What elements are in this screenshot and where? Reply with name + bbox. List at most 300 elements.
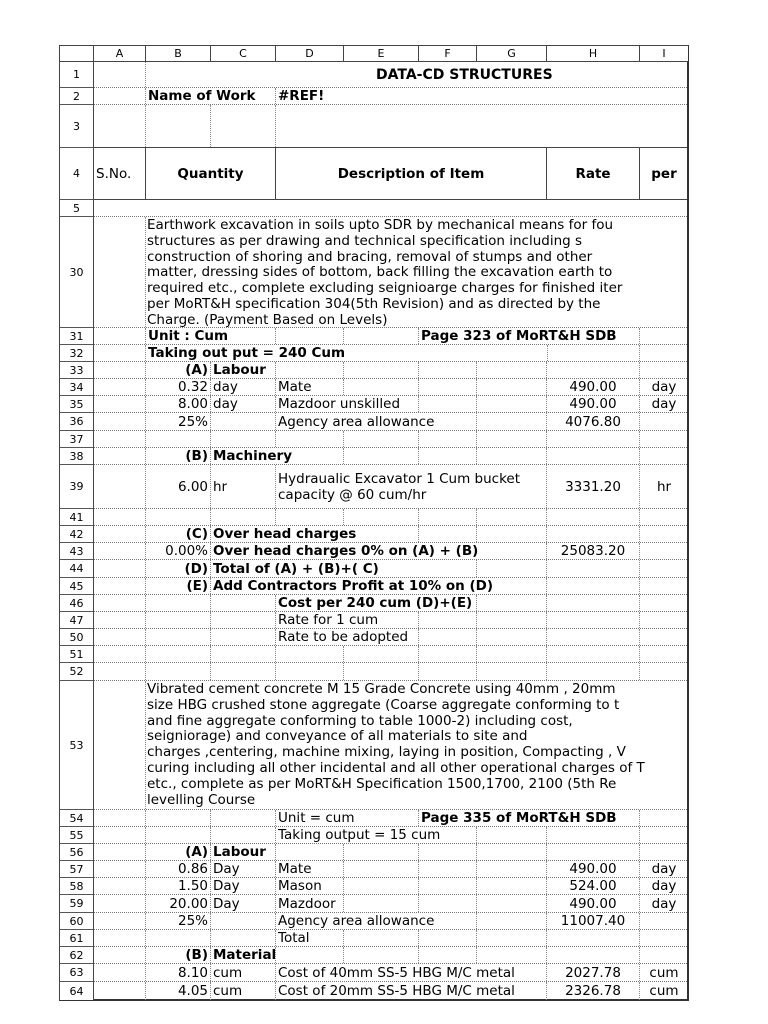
cell-a64[interactable] bbox=[94, 982, 146, 1000]
table-row bbox=[94, 895, 687, 913]
cell-c47[interactable] bbox=[211, 612, 276, 628]
cell-a34[interactable] bbox=[94, 379, 146, 395]
item2-page-ref[interactable]: Page 335 of MoRT&H SDB bbox=[419, 810, 640, 826]
qty[interactable]: 0.32 bbox=[146, 379, 211, 395]
cell-b37[interactable] bbox=[146, 431, 211, 447]
header-rate[interactable]: Rate bbox=[547, 148, 640, 199]
name-of-work-label[interactable]: Name of Work bbox=[146, 88, 276, 104]
cell-a1[interactable] bbox=[94, 62, 146, 87]
unit[interactable]: cum bbox=[211, 982, 276, 1000]
unit[interactable]: day bbox=[211, 396, 276, 412]
cell-c37[interactable] bbox=[211, 431, 276, 447]
sheet-row-44 bbox=[94, 560, 687, 578]
cell-d33[interactable] bbox=[276, 362, 344, 378]
row-header[interactable]: 42 bbox=[60, 526, 94, 543]
item1-machinery-label[interactable]: Machinery bbox=[211, 448, 344, 464]
row-header[interactable]: 4 bbox=[60, 148, 94, 200]
cell-f57[interactable] bbox=[419, 861, 477, 877]
cell-a60[interactable] bbox=[94, 913, 146, 929]
row-header[interactable]: 58 bbox=[60, 878, 94, 895]
item2-labour-tag[interactable]: (A) bbox=[146, 844, 211, 860]
per[interactable] bbox=[640, 913, 688, 929]
row-header[interactable]: 43 bbox=[60, 543, 94, 560]
sheet-row-41 bbox=[94, 509, 687, 526]
cell-a58[interactable] bbox=[94, 878, 146, 894]
rate[interactable]: 490.00 bbox=[547, 379, 640, 395]
cell-d51[interactable] bbox=[276, 646, 344, 662]
row-header[interactable]: 50 bbox=[60, 629, 94, 646]
table-row bbox=[94, 396, 687, 413]
cell-g52[interactable] bbox=[477, 663, 547, 680]
cell-f35[interactable] bbox=[419, 396, 477, 412]
cell-g35[interactable] bbox=[477, 396, 547, 412]
row-header[interactable]: 62 bbox=[60, 947, 94, 964]
per[interactable]: hr bbox=[656, 478, 672, 495]
cell-g57[interactable] bbox=[477, 861, 547, 877]
row-header[interactable]: 56 bbox=[60, 844, 94, 861]
cell-a43[interactable] bbox=[94, 543, 146, 559]
row-header[interactable]: 30 bbox=[60, 217, 94, 328]
cell-h47[interactable] bbox=[547, 612, 640, 628]
cell-g41[interactable] bbox=[477, 509, 547, 525]
cell-g42[interactable] bbox=[477, 526, 547, 542]
cell-a36[interactable] bbox=[94, 413, 146, 430]
qty[interactable]: 8.00 bbox=[146, 396, 211, 412]
cell-f37[interactable] bbox=[419, 431, 477, 447]
description[interactable]: Mason bbox=[276, 878, 344, 894]
item1-overhead-label[interactable]: Over head charges bbox=[211, 526, 419, 542]
col-header-c[interactable]: C bbox=[211, 46, 276, 62]
cell-h33[interactable] bbox=[547, 362, 640, 378]
cell-e52[interactable] bbox=[344, 663, 419, 680]
row-header[interactable]: 59 bbox=[60, 895, 94, 913]
item2-description[interactable]: Vibrated cement concrete M 15 Grade Concrete using 40mm , 20mm size HBG crushed stone aggregate (Coarse aggregate conforming to t and fine aggregate conforming to table 1000-2) including cost, seigniorage) and conveyance of all materials to site and charges ,centering, machine mixing, laying in position, Compacting , V curing including all other incidental and all other operational charges of T etc., complete as per MoRT&H Specification 1500,1700, 2100 (5th Re levelling Course bbox=[147, 682, 645, 808]
rate[interactable]: 490.00 bbox=[547, 396, 640, 412]
row-header[interactable]: 37 bbox=[60, 431, 94, 448]
cell-a46[interactable] bbox=[94, 595, 146, 611]
qty[interactable]: 25% bbox=[146, 413, 211, 430]
item1-rate-adopted[interactable]: Rate to be adopted bbox=[276, 629, 419, 645]
corner-select-all[interactable] bbox=[60, 46, 94, 62]
row-header[interactable]: 46 bbox=[60, 595, 94, 612]
cell-h61[interactable] bbox=[547, 930, 640, 946]
cell-f33[interactable] bbox=[419, 362, 477, 378]
cell-h62[interactable] bbox=[547, 947, 640, 963]
unit[interactable] bbox=[211, 413, 276, 430]
per[interactable]: cum bbox=[649, 983, 679, 999]
row-header[interactable]: 55 bbox=[60, 827, 94, 844]
item1-output[interactable]: Taking out put = 240 Cum bbox=[148, 345, 346, 361]
row-header[interactable]: 53 bbox=[60, 681, 94, 810]
row-header[interactable]: 34 bbox=[60, 379, 94, 396]
cell-h50[interactable] bbox=[547, 629, 640, 645]
cell-c50[interactable] bbox=[211, 629, 276, 645]
item1-total-tag[interactable]: (D) bbox=[146, 560, 211, 577]
cell-a45[interactable] bbox=[94, 578, 146, 594]
sheet-row-3 bbox=[94, 105, 687, 148]
cell-c3[interactable] bbox=[211, 105, 276, 147]
description[interactable]: Mazdoor unskilled bbox=[276, 396, 419, 412]
cell-d41[interactable] bbox=[276, 509, 344, 525]
description[interactable]: Cost of 20mm SS-5 HBG M/C metal bbox=[276, 982, 547, 1000]
cell-d31[interactable] bbox=[276, 328, 344, 344]
row-header[interactable]: 64 bbox=[60, 982, 94, 1000]
rate[interactable]: 3331.20 bbox=[547, 465, 640, 508]
cell-h51[interactable] bbox=[547, 646, 640, 662]
unit[interactable]: day bbox=[211, 379, 276, 395]
row-header[interactable]: 5 bbox=[60, 200, 94, 217]
item1-overhead-desc[interactable]: Over head charges 0% on (A) + (B) bbox=[211, 543, 547, 559]
sheet-row-43 bbox=[94, 543, 687, 560]
item2-material-tag[interactable]: (B) bbox=[146, 947, 211, 963]
sheet-row-61 bbox=[94, 930, 687, 947]
cell-d52[interactable] bbox=[276, 663, 344, 680]
cell-f34[interactable] bbox=[419, 379, 477, 395]
cell-a41[interactable] bbox=[94, 509, 146, 525]
cell-a44[interactable] bbox=[94, 560, 146, 577]
cell-a52[interactable] bbox=[94, 663, 146, 680]
sheet-row-2 bbox=[94, 88, 687, 105]
cell-b46[interactable] bbox=[146, 595, 211, 611]
row-header[interactable]: 61 bbox=[60, 930, 94, 947]
row-header[interactable]: 60 bbox=[60, 913, 94, 930]
col-header-e[interactable]: E bbox=[344, 46, 419, 62]
cell-h46[interactable] bbox=[547, 595, 640, 611]
description[interactable]: Hydraualic Excavator 1 Cum bucket capacity @ 60 cum/hr bbox=[276, 465, 547, 508]
cell-i31[interactable] bbox=[640, 328, 688, 344]
sheet-row-1 bbox=[94, 62, 687, 88]
cell-a54[interactable] bbox=[94, 810, 146, 826]
sheet-row-51 bbox=[94, 646, 687, 663]
cell-e38[interactable] bbox=[344, 448, 419, 464]
cell-e33[interactable] bbox=[344, 362, 419, 378]
description[interactable]: Mazdoor bbox=[276, 895, 344, 912]
cell-g46[interactable] bbox=[477, 595, 547, 611]
cell-g61[interactable] bbox=[477, 930, 547, 946]
cell-g55[interactable] bbox=[477, 827, 547, 843]
table-row bbox=[94, 913, 687, 930]
unit[interactable]: Day bbox=[211, 895, 276, 912]
cell-d37[interactable] bbox=[276, 431, 344, 447]
cell-a30[interactable] bbox=[94, 217, 146, 327]
sheet-row-30 bbox=[94, 217, 687, 328]
header-sno[interactable]: S.No. bbox=[94, 148, 146, 199]
cell-a47[interactable] bbox=[94, 612, 146, 628]
cell-a62[interactable] bbox=[94, 947, 146, 963]
cell-e62[interactable] bbox=[344, 947, 419, 963]
sheet-row-37 bbox=[94, 431, 687, 448]
cell-g51[interactable] bbox=[477, 646, 547, 662]
cell-a55[interactable] bbox=[94, 827, 146, 843]
unit[interactable]: cum bbox=[211, 964, 276, 981]
row-header[interactable]: 57 bbox=[60, 861, 94, 878]
cell-a39[interactable] bbox=[94, 465, 146, 508]
cell-a50[interactable] bbox=[94, 629, 146, 645]
col-header-a[interactable]: A bbox=[94, 46, 146, 62]
cell-g60[interactable] bbox=[477, 913, 547, 929]
item2-total-label[interactable]: Total bbox=[276, 930, 344, 946]
per[interactable]: day bbox=[651, 861, 677, 877]
row-header[interactable]: 45 bbox=[60, 578, 94, 595]
sheet-title[interactable]: DATA-CD STRUCTURES bbox=[376, 66, 553, 83]
cell-d3[interactable] bbox=[276, 105, 688, 147]
rate[interactable]: 490.00 bbox=[547, 895, 640, 912]
qty[interactable]: 8.10 bbox=[146, 964, 211, 981]
header-quantity[interactable]: Quantity bbox=[146, 148, 276, 199]
cell-g34[interactable] bbox=[477, 379, 547, 395]
cell-f42[interactable] bbox=[419, 526, 477, 542]
cell-g36[interactable] bbox=[477, 413, 547, 430]
cell-a38[interactable] bbox=[94, 448, 146, 464]
cell-b47[interactable] bbox=[146, 612, 211, 628]
item2-labour-label[interactable]: Labour bbox=[211, 844, 276, 860]
col-header-b[interactable]: B bbox=[146, 46, 211, 62]
description[interactable]: Agency area allowance bbox=[276, 413, 477, 430]
item1-labour-label[interactable]: Labour bbox=[211, 362, 276, 378]
cell-g62[interactable] bbox=[477, 947, 547, 963]
cell-a42[interactable] bbox=[94, 526, 146, 542]
cell-f52[interactable] bbox=[419, 663, 477, 680]
cell-f58[interactable] bbox=[419, 878, 477, 894]
cell-b52[interactable] bbox=[146, 663, 211, 680]
unit[interactable]: Day bbox=[211, 878, 276, 894]
cell-c52[interactable] bbox=[211, 663, 276, 680]
cell-a59[interactable] bbox=[94, 895, 146, 912]
item1-overhead-tag[interactable]: (C) bbox=[146, 526, 211, 542]
sheet-row-52 bbox=[94, 663, 687, 681]
cell-f41[interactable] bbox=[419, 509, 477, 525]
rate[interactable]: 2326.78 bbox=[547, 982, 640, 1000]
description[interactable]: Mate bbox=[276, 379, 344, 395]
rate[interactable]: 2027.78 bbox=[547, 964, 640, 981]
table-row bbox=[94, 878, 687, 895]
cell-c54[interactable] bbox=[211, 810, 276, 826]
item1-unit[interactable]: Unit : Cum bbox=[146, 328, 276, 344]
sheet-row-42 bbox=[94, 526, 687, 543]
cell-f50[interactable] bbox=[419, 629, 477, 645]
cell-b61[interactable] bbox=[146, 930, 211, 946]
row-header[interactable]: 33 bbox=[60, 362, 94, 379]
row-header[interactable]: 1 bbox=[60, 62, 94, 88]
per[interactable]: day bbox=[651, 878, 677, 894]
col-header-g[interactable]: G bbox=[477, 46, 547, 62]
cell-e56[interactable] bbox=[344, 844, 419, 860]
description[interactable]: Cost of 40mm SS-5 HBG M/C metal bbox=[276, 964, 547, 981]
qty[interactable]: 20.00 bbox=[146, 895, 211, 912]
cell-a35[interactable] bbox=[94, 396, 146, 412]
table-row bbox=[94, 379, 687, 396]
cell-d56[interactable] bbox=[276, 844, 344, 860]
cell-a61[interactable] bbox=[94, 930, 146, 946]
per[interactable]: day bbox=[651, 379, 677, 395]
qty[interactable]: 25% bbox=[146, 913, 211, 929]
cell-b3[interactable] bbox=[146, 105, 211, 147]
cell-c41[interactable] bbox=[211, 509, 276, 525]
cell-g50[interactable] bbox=[477, 629, 547, 645]
cell-a33[interactable] bbox=[94, 362, 146, 378]
cell-h42[interactable] bbox=[547, 526, 640, 542]
cell-g59[interactable] bbox=[477, 895, 547, 912]
item1-overhead-rate[interactable]: 25083.20 bbox=[547, 543, 640, 559]
cell-e58[interactable] bbox=[344, 878, 419, 894]
unit[interactable] bbox=[211, 913, 276, 929]
item1-cost-per[interactable]: Cost per 240 cum (D)+(E) bbox=[276, 595, 477, 611]
item1-description[interactable]: Earthwork excavation in soils upto SDR by mechanical means for fou structures as per drawing and technical specification including s construction of shoring and bracing, removal of stumps and other matter, dressing sides of bottom, back filling the excavation earth to required etc., complete excluding seignioarge charges for finished iter per MoRT&H specification 304(5th Revision) and as directed by the Charge. (Payment Based on Levels) bbox=[147, 218, 623, 328]
cell-f56[interactable] bbox=[419, 844, 477, 860]
cell-g44[interactable] bbox=[477, 560, 547, 577]
cell-c51[interactable] bbox=[211, 646, 276, 662]
cell-c46[interactable] bbox=[211, 595, 276, 611]
sheet-row-32 bbox=[94, 345, 687, 362]
cell-d62[interactable] bbox=[276, 947, 344, 963]
cell-h37[interactable] bbox=[547, 431, 640, 447]
description[interactable]: Mate bbox=[276, 861, 344, 877]
spreadsheet bbox=[59, 45, 689, 1001]
row-header[interactable]: 36 bbox=[60, 413, 94, 431]
cell-h56[interactable] bbox=[547, 844, 640, 860]
item2-material-label[interactable]: Material bbox=[213, 947, 277, 963]
cell-f62[interactable] bbox=[419, 947, 477, 963]
row-header[interactable]: 3 bbox=[60, 105, 94, 148]
col-header-i[interactable]: I bbox=[640, 46, 688, 62]
sheet-row-56 bbox=[94, 844, 687, 861]
table-row bbox=[94, 861, 687, 878]
cell-g38[interactable] bbox=[477, 448, 547, 464]
cell-g58[interactable] bbox=[477, 878, 547, 894]
per[interactable]: day bbox=[651, 396, 677, 412]
cell-c61[interactable] bbox=[211, 930, 276, 946]
row-header[interactable]: 63 bbox=[60, 964, 94, 982]
qty[interactable]: 4.05 bbox=[146, 982, 211, 1000]
rate[interactable]: 11007.40 bbox=[547, 913, 640, 929]
cell-c55[interactable] bbox=[211, 827, 276, 843]
qty[interactable]: 6.00 bbox=[146, 465, 211, 508]
row-header[interactable]: 54 bbox=[60, 810, 94, 827]
cell-e34[interactable] bbox=[344, 379, 419, 395]
item1-total-desc[interactable]: Total of (A) + (B)+( C) bbox=[211, 560, 477, 577]
col-header-d[interactable]: D bbox=[276, 46, 344, 62]
cell-e61[interactable] bbox=[344, 930, 419, 946]
table-row bbox=[94, 413, 687, 431]
cell-e51[interactable] bbox=[344, 646, 419, 662]
sheet-row-55 bbox=[94, 827, 687, 844]
cell-b55[interactable] bbox=[146, 827, 211, 843]
cell-b41[interactable] bbox=[146, 509, 211, 525]
row-header[interactable]: 32 bbox=[60, 345, 94, 362]
rate[interactable]: 490.00 bbox=[547, 861, 640, 877]
sheet-row-45 bbox=[94, 578, 687, 595]
cell-b50[interactable] bbox=[146, 629, 211, 645]
cell-a31[interactable] bbox=[94, 328, 146, 344]
cell-a56[interactable] bbox=[94, 844, 146, 860]
per[interactable]: cum bbox=[649, 964, 679, 981]
item1-page-ref[interactable]: Page 323 of MoRT&H SDB bbox=[419, 328, 640, 344]
cell-h45[interactable] bbox=[547, 578, 640, 594]
cell-a2[interactable] bbox=[94, 88, 146, 104]
row-header[interactable]: 44 bbox=[60, 560, 94, 578]
rate[interactable]: 524.00 bbox=[547, 878, 640, 894]
sheet-row-4 bbox=[94, 148, 687, 200]
cell-e41[interactable] bbox=[344, 509, 419, 525]
cell-f38[interactable] bbox=[419, 448, 477, 464]
item1-labour-tag[interactable]: (A) bbox=[146, 362, 211, 378]
col-header-f[interactable]: F bbox=[419, 46, 477, 62]
cell-e37[interactable] bbox=[344, 431, 419, 447]
rate[interactable]: 4076.80 bbox=[547, 413, 640, 430]
cell-a37[interactable] bbox=[94, 431, 146, 447]
cell-f47[interactable] bbox=[419, 612, 477, 628]
sheet-row-53 bbox=[94, 681, 687, 810]
row-header[interactable]: 38 bbox=[60, 448, 94, 465]
cell-g56[interactable] bbox=[477, 844, 547, 860]
cell-f61[interactable] bbox=[419, 930, 477, 946]
qty[interactable]: 0.86 bbox=[146, 861, 211, 877]
row-header[interactable]: 2 bbox=[60, 88, 94, 105]
name-of-work-value[interactable]: #REF! bbox=[278, 88, 325, 104]
item2-unit[interactable]: Unit = cum bbox=[276, 810, 419, 826]
row-header[interactable]: 52 bbox=[60, 663, 94, 681]
row-header[interactable]: 47 bbox=[60, 612, 94, 629]
cell-f51[interactable] bbox=[419, 646, 477, 662]
row-header[interactable]: 41 bbox=[60, 509, 94, 526]
row-header[interactable]: 31 bbox=[60, 328, 94, 345]
cell-h41[interactable] bbox=[547, 509, 640, 525]
qty[interactable]: 1.50 bbox=[146, 878, 211, 894]
description[interactable]: Agency area allowance bbox=[276, 913, 477, 929]
row-header[interactable]: 51 bbox=[60, 646, 94, 663]
cell-b51[interactable] bbox=[146, 646, 211, 662]
unit[interactable]: hr bbox=[211, 465, 276, 508]
cell-e31[interactable] bbox=[344, 328, 419, 344]
unit[interactable]: Day bbox=[211, 861, 276, 877]
cell-a57[interactable] bbox=[94, 861, 146, 877]
cell-h44[interactable] bbox=[547, 560, 640, 577]
cell-h52[interactable] bbox=[547, 663, 640, 680]
col-header-h[interactable]: H bbox=[547, 46, 640, 62]
cell-b54[interactable] bbox=[146, 810, 211, 826]
cell-h55[interactable] bbox=[547, 827, 640, 843]
header-description[interactable]: Description of Item bbox=[276, 148, 547, 199]
cell-a32[interactable] bbox=[94, 345, 146, 361]
cell-g33[interactable] bbox=[477, 362, 547, 378]
item1-overhead-pct[interactable]: 0.00% bbox=[146, 543, 211, 559]
row-header[interactable]: 39 bbox=[60, 465, 94, 509]
cell-h32[interactable] bbox=[547, 345, 640, 361]
cell-e59[interactable] bbox=[344, 895, 419, 912]
item1-profit-desc[interactable]: Add Contractors Profit at 10% on (D) bbox=[211, 578, 547, 594]
cell-e57[interactable] bbox=[344, 861, 419, 877]
cell-a53[interactable] bbox=[94, 681, 146, 809]
per[interactable]: day bbox=[651, 895, 677, 912]
per[interactable] bbox=[640, 413, 688, 430]
cell-h38[interactable] bbox=[547, 448, 640, 464]
sheet-row-54 bbox=[94, 810, 687, 827]
item1-machinery-tag[interactable]: (B) bbox=[146, 448, 211, 464]
item1-profit-tag[interactable]: (E) bbox=[146, 578, 211, 594]
item1-rate-for-1[interactable]: Rate for 1 cum bbox=[276, 612, 419, 628]
cell-g37[interactable] bbox=[477, 431, 547, 447]
row-header[interactable]: 35 bbox=[60, 396, 94, 413]
item2-output[interactable]: Taking output = 15 cum bbox=[276, 827, 477, 843]
sheet-row-46 bbox=[94, 595, 687, 612]
sheet-row-5 bbox=[94, 200, 687, 217]
cell-a51[interactable] bbox=[94, 646, 146, 662]
cell-f59[interactable] bbox=[419, 895, 477, 912]
header-per[interactable]: per bbox=[651, 165, 677, 182]
cell-g47[interactable] bbox=[477, 612, 547, 628]
cell-a3[interactable] bbox=[94, 105, 146, 147]
cell-a63[interactable] bbox=[94, 964, 146, 981]
